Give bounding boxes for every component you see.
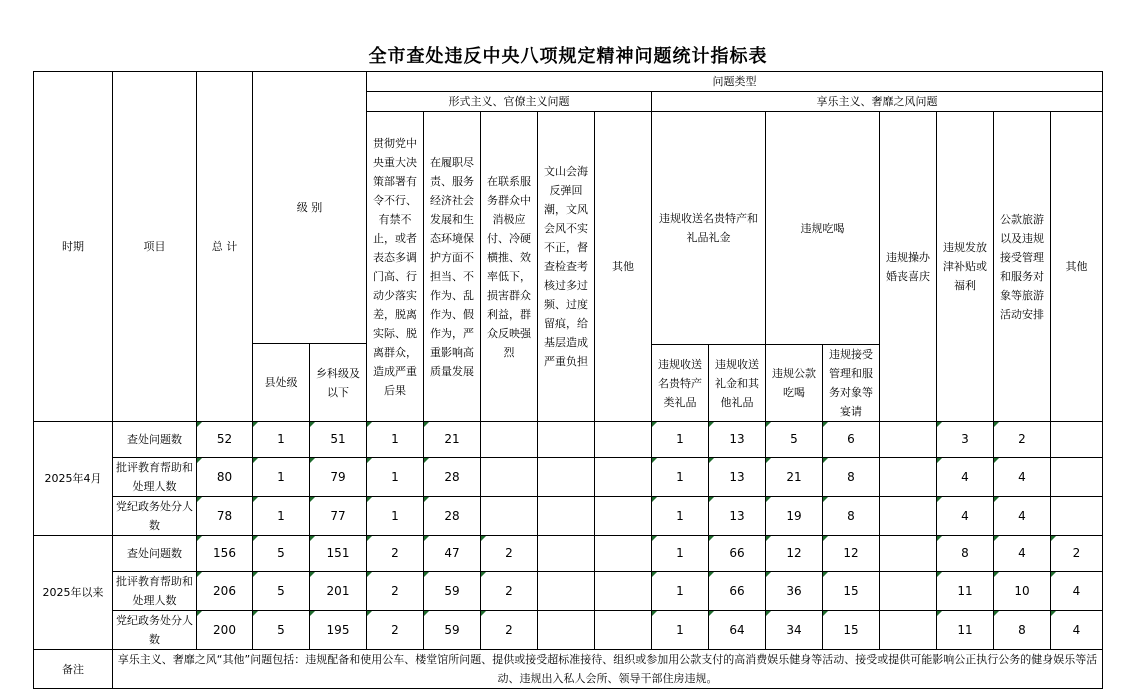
cell-f1: 1 [367, 422, 424, 458]
cell-travel: 2 [994, 422, 1051, 458]
cell-gift2: 66 [709, 572, 766, 611]
table-row [34, 572, 1103, 611]
cell-wedding [880, 611, 937, 650]
cell-gift1: 1 [652, 458, 709, 497]
cell-f3: 2 [481, 611, 538, 650]
header-eat1: 违规公款吃喝 [766, 345, 823, 422]
cell-total: 200 [197, 611, 253, 650]
cell-f4 [538, 497, 595, 536]
cell-eat1: 34 [766, 611, 823, 650]
cell-f4 [538, 458, 595, 497]
cell-f4 [538, 422, 595, 458]
cell-township: 201 [310, 572, 367, 611]
header-f2: 在履职尽责、服务经济社会发展和生态环境保护方面不担当、不作为、乱作为、假作为，严重影响高质量发展 [424, 112, 481, 422]
row-item: 党纪政务处分人数 [113, 497, 197, 536]
table-row [34, 458, 1103, 497]
cell-travel: 4 [994, 458, 1051, 497]
header-gift-group: 违规收送名贵特产和礼品礼金 [652, 112, 766, 345]
table-row [34, 497, 1103, 536]
cell-h-other [1051, 422, 1103, 458]
cell-gift1: 1 [652, 422, 709, 458]
cell-f4 [538, 572, 595, 611]
cell-total: 80 [197, 458, 253, 497]
header-eat2: 违规接受管理和服务对象等宴请 [823, 345, 880, 422]
cell-f1: 1 [367, 497, 424, 536]
cell-f-other [595, 458, 652, 497]
cell-f2: 28 [424, 458, 481, 497]
cell-f1: 2 [367, 536, 424, 572]
row-item: 批评教育帮助和处理人数 [113, 572, 197, 611]
cell-h-other: 4 [1051, 572, 1103, 611]
cell-wedding [880, 536, 937, 572]
cell-total: 206 [197, 572, 253, 611]
cell-f2: 59 [424, 572, 481, 611]
header-eat-group: 违规吃喝 [766, 112, 880, 345]
page-title: 全市查处违反中央八项规定精神问题统计指标表 [368, 46, 768, 67]
cell-eat2: 8 [823, 497, 880, 536]
cell-f-other [595, 536, 652, 572]
cell-wedding [880, 422, 937, 458]
header-level-group: 级 别 [253, 72, 367, 344]
cell-eat1: 5 [766, 422, 823, 458]
cell-gift2: 13 [709, 497, 766, 536]
statistics-table [33, 71, 1103, 689]
cell-f3 [481, 458, 538, 497]
row-item: 批评教育帮助和处理人数 [113, 458, 197, 497]
cell-county: 5 [253, 572, 310, 611]
cell-township: 195 [310, 611, 367, 650]
cell-eat2: 15 [823, 611, 880, 650]
cell-allowance: 3 [937, 422, 994, 458]
cell-township: 77 [310, 497, 367, 536]
cell-f4 [538, 536, 595, 572]
note-text: 享乐主义、奢靡之风“其他”问题包括：违规配备和使用公车、楼堂馆所问题、提供或接受超标准接待、组织或参加用公款支付的高消费娱乐健身等活动、接受或提供可能影响公正执行公务的健身娱乐等活动、违规出入私人会所、领导干部住房违规。 [113, 650, 1103, 689]
cell-f3: 2 [481, 536, 538, 572]
cell-gift2: 64 [709, 611, 766, 650]
cell-allowance: 4 [937, 458, 994, 497]
cell-f4 [538, 611, 595, 650]
cell-wedding [880, 458, 937, 497]
cell-eat1: 36 [766, 572, 823, 611]
header-problem-type: 问题类型 [367, 72, 1103, 92]
cell-eat1: 21 [766, 458, 823, 497]
cell-total: 78 [197, 497, 253, 536]
header-allowance: 违规发放津补贴或福利 [937, 112, 994, 422]
header-travel: 公款旅游以及违规接受管理和服务对象等旅游活动安排 [994, 112, 1051, 422]
cell-gift1: 1 [652, 497, 709, 536]
cell-eat2: 15 [823, 572, 880, 611]
row-item: 党纪政务处分人数 [113, 611, 197, 650]
cell-f1: 2 [367, 611, 424, 650]
header-f-other: 其他 [595, 112, 652, 422]
cell-travel: 4 [994, 536, 1051, 572]
header-item: 项目 [113, 72, 197, 422]
cell-gift1: 1 [652, 611, 709, 650]
note-label: 备注 [34, 650, 113, 689]
section-period: 2025年4月 [34, 422, 113, 536]
cell-h-other: 2 [1051, 536, 1103, 572]
cell-f1: 1 [367, 458, 424, 497]
cell-eat2: 6 [823, 422, 880, 458]
cell-township: 79 [310, 458, 367, 497]
cell-allowance: 8 [937, 536, 994, 572]
cell-allowance: 11 [937, 611, 994, 650]
cell-h-other [1051, 458, 1103, 497]
cell-wedding [880, 572, 937, 611]
cell-h-other [1051, 497, 1103, 536]
cell-f3: 2 [481, 572, 538, 611]
header-h-other: 其他 [1051, 112, 1103, 422]
cell-f2: 59 [424, 611, 481, 650]
header-formalism-group: 形式主义、官僚主义问题 [367, 92, 652, 112]
table-row [34, 422, 1103, 458]
header-f1: 贯彻党中央重大决策部署有令不行、有禁不止，或者表态多调门高、行动少落实差，脱离实际、脱离群众，造成严重后果 [367, 112, 424, 422]
row-item: 查处问题数 [113, 536, 197, 572]
header-gift1: 违规收送名贵特产类礼品 [652, 345, 709, 422]
header-level-township: 乡科级及以下 [310, 344, 367, 422]
cell-allowance: 4 [937, 497, 994, 536]
cell-f-other [595, 611, 652, 650]
cell-gift2: 13 [709, 458, 766, 497]
cell-f1: 2 [367, 572, 424, 611]
cell-f-other [595, 497, 652, 536]
cell-f2: 47 [424, 536, 481, 572]
header-wedding: 违规操办婚丧喜庆 [880, 112, 937, 422]
cell-total: 156 [197, 536, 253, 572]
header-f4: 文山会海反弹回潮，文风会风不实不正，督查检查考核过多过频、过度留痕，给基层造成严重负担 [538, 112, 595, 422]
section-period: 2025年以来 [34, 536, 113, 650]
cell-township: 51 [310, 422, 367, 458]
cell-county: 5 [253, 611, 310, 650]
cell-gift2: 13 [709, 422, 766, 458]
row-item: 查处问题数 [113, 422, 197, 458]
cell-gift1: 1 [652, 572, 709, 611]
cell-county: 1 [253, 458, 310, 497]
cell-eat1: 19 [766, 497, 823, 536]
cell-f3 [481, 497, 538, 536]
cell-total: 52 [197, 422, 253, 458]
cell-f2: 21 [424, 422, 481, 458]
header-period: 时期 [34, 72, 113, 422]
cell-county: 5 [253, 536, 310, 572]
cell-f-other [595, 572, 652, 611]
cell-f-other [595, 422, 652, 458]
cell-township: 151 [310, 536, 367, 572]
cell-allowance: 11 [937, 572, 994, 611]
cell-county: 1 [253, 422, 310, 458]
cell-travel: 10 [994, 572, 1051, 611]
header-hedonism-group: 享乐主义、奢靡之风问题 [652, 92, 1103, 112]
cell-travel: 8 [994, 611, 1051, 650]
table-row [34, 611, 1103, 650]
cell-gift2: 66 [709, 536, 766, 572]
cell-h-other: 4 [1051, 611, 1103, 650]
cell-f2: 28 [424, 497, 481, 536]
header-total: 总 计 [197, 72, 253, 422]
cell-county: 1 [253, 497, 310, 536]
table-row [34, 536, 1103, 572]
cell-eat2: 8 [823, 458, 880, 497]
header-level-county: 县处级 [253, 344, 310, 422]
cell-f3 [481, 422, 538, 458]
header-gift2: 违规收送礼金和其他礼品 [709, 345, 766, 422]
header-f3: 在联系服务群众中消极应付、冷硬横推、效率低下，损害群众利益，群众反映强烈 [481, 112, 538, 422]
cell-travel: 4 [994, 497, 1051, 536]
cell-eat2: 12 [823, 536, 880, 572]
cell-gift1: 1 [652, 536, 709, 572]
cell-eat1: 12 [766, 536, 823, 572]
cell-wedding [880, 497, 937, 536]
